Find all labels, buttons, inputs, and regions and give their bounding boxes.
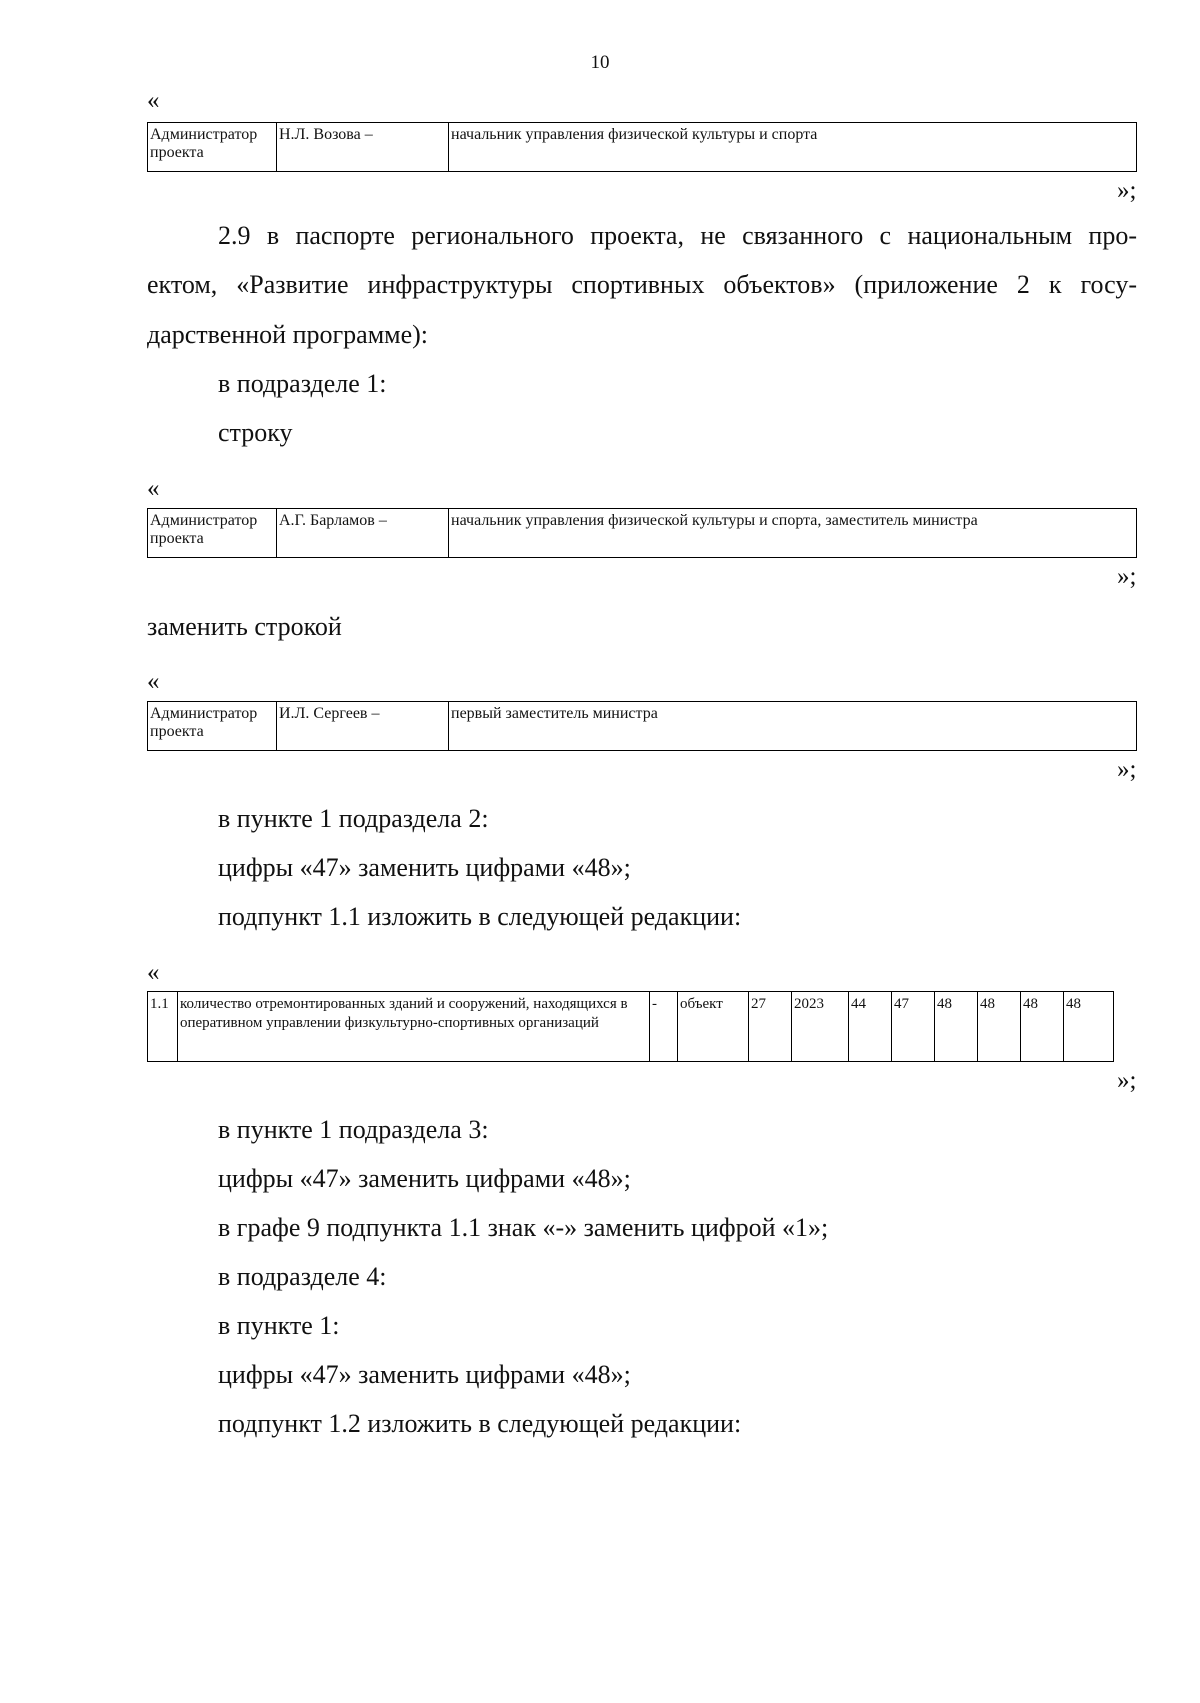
text-in-point-1: в пункте 1: — [218, 1311, 340, 1340]
text-replace-with-row: заменить строкой — [147, 612, 342, 641]
text-subpoint-1-1-edit: подпункт 1.1 изложить в следующей редакции: — [218, 902, 742, 931]
table-cell-name: А.Г. Барламов – — [277, 509, 449, 557]
text-digits-replace-3: цифры «47» заменить цифрами «48»; — [218, 1360, 631, 1389]
table-cell-role: Администратор проекта — [148, 123, 277, 171]
table-cell-role: Администратор проекта — [148, 702, 277, 750]
text-in-subsection-4: в подразделе 4: — [218, 1262, 387, 1291]
open-quote: « — [147, 475, 160, 502]
open-quote: « — [147, 668, 160, 695]
table-administrator-barlamov — [147, 508, 1137, 558]
text-in-subsection-1: в подразделе 1: — [218, 369, 387, 398]
table-cell-value: 44 — [849, 992, 892, 1061]
page-number: 10 — [590, 52, 610, 73]
table-cell-position: начальник управления физической культуры и спорта — [451, 126, 818, 143]
table-cell-value: 48 — [1066, 996, 1081, 1012]
table-cell-name: Н.Л. Возова – — [277, 123, 449, 171]
table-cell-base-value: 27 — [749, 992, 792, 1061]
open-quote: « — [147, 87, 160, 114]
table-cell-name: И.Л. Сергеев – — [277, 702, 449, 750]
table-cell-unit: объект — [678, 992, 749, 1061]
close-quote: »; — [1117, 756, 1137, 783]
table-cell-value: 48 — [1021, 992, 1064, 1061]
table-administrator-sergeev — [147, 701, 1137, 751]
close-quote: »; — [1117, 177, 1137, 204]
table-cell-indicator: количество отремонтированных зданий и сооружений, находящихся в оперативном управлении физкультурно-спортивных организаций — [178, 992, 650, 1061]
table-cell-value: 48 — [978, 992, 1021, 1061]
text-digits-replace-2: цифры «47» заменить цифрами «48»; — [218, 1164, 631, 1193]
table-cell-position: первый заместитель министра — [451, 705, 658, 722]
table-cell-dash: - — [650, 992, 678, 1061]
text-in-point-1-subsection-3: в пункте 1 подраздела 3: — [218, 1115, 489, 1144]
text-row-word: строку — [218, 418, 293, 447]
table-indicator-row — [147, 991, 1114, 1062]
paragraph-2-9-line-2: ектом, «Развитие инфраструктуры спортивных объектов» (приложение 2 к госу- — [147, 270, 1137, 299]
open-quote: « — [147, 959, 160, 986]
table-cell-role: Администратор проекта — [148, 509, 277, 557]
table-administrator-vozova — [147, 122, 1137, 172]
text-subpoint-1-2-edit: подпункт 1.2 изложить в следующей редакции: — [218, 1409, 742, 1438]
paragraph-2-9-line-3: дарственной программе): — [147, 320, 429, 349]
text-in-point-1-subsection-2: в пункте 1 подраздела 2: — [218, 804, 489, 833]
close-quote: »; — [1117, 1067, 1137, 1094]
text-column-9-sign: в графе 9 подпункта 1.1 знак «-» заменить цифрой «1»; — [218, 1213, 829, 1242]
close-quote: »; — [1117, 563, 1137, 590]
table-cell-base-year: 2023 — [792, 992, 849, 1061]
table-cell-position: начальник управления физической культуры и спорта, заместитель министра — [451, 512, 978, 529]
table-cell-value: 48 — [935, 992, 978, 1061]
table-cell-value: 47 — [892, 992, 935, 1061]
table-cell-number: 1.1 — [148, 992, 178, 1061]
text-digits-replace-1: цифры «47» заменить цифрами «48»; — [218, 853, 631, 882]
paragraph-2-9-line-1: 2.9 в паспорте регионального проекта, не связанного с национальным про- — [218, 221, 1137, 250]
